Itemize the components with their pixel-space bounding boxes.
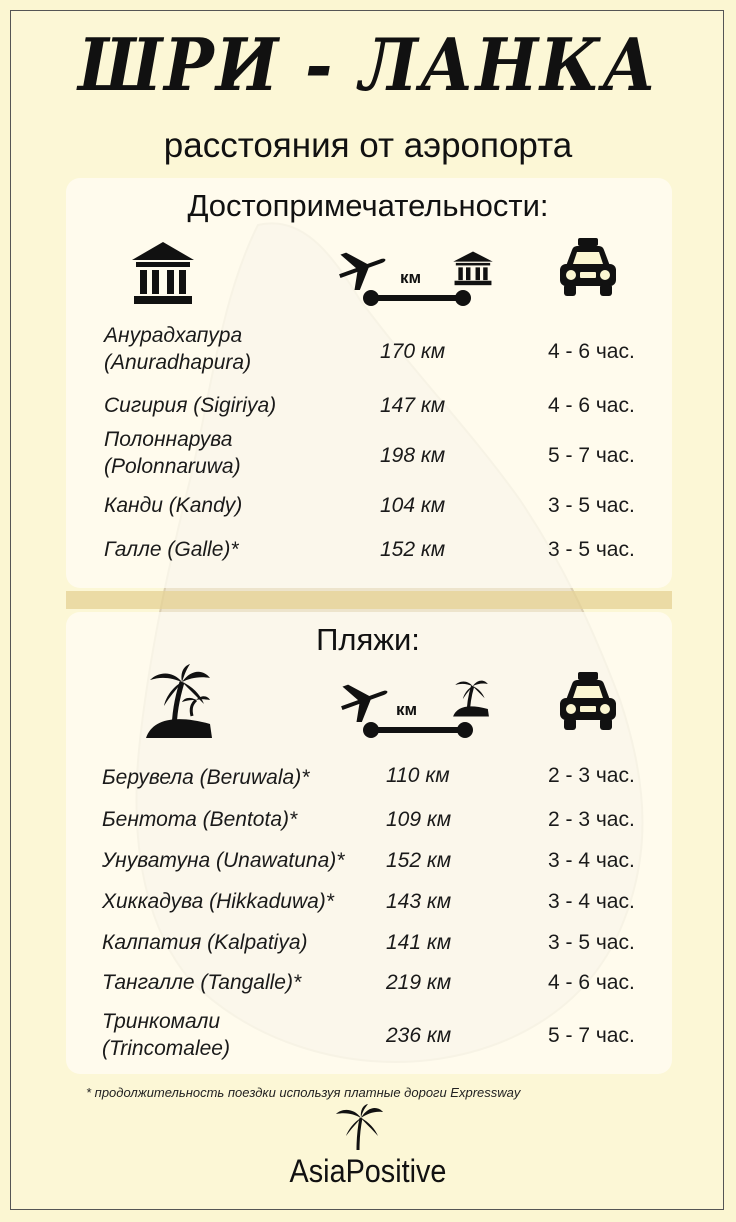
- place-time: 3 - 4 час.: [548, 849, 635, 872]
- beaches-title: Пляжи:: [316, 622, 420, 657]
- sights-title: Достопримечательности:: [187, 188, 549, 223]
- place-distance: 170 км: [380, 340, 446, 363]
- place-name: Калпатия (Kalpatiya): [102, 931, 308, 954]
- table-row: [0, 929, 736, 969]
- temple-icon: [452, 250, 494, 286]
- table-row: [0, 536, 736, 576]
- taxi-icon: [556, 670, 620, 734]
- table-row: [0, 764, 736, 804]
- table-row: [0, 322, 736, 374]
- palm-island-icon: [452, 676, 490, 718]
- palm-island-icon: [144, 664, 214, 740]
- place-time: 4 - 6 час.: [548, 340, 635, 363]
- table-row: [0, 492, 736, 532]
- place-time: 3 - 4 час.: [548, 890, 635, 913]
- table-row: [0, 1008, 736, 1060]
- plane-icon: [336, 244, 388, 290]
- place-name: Унуватуна (Unawatuna)*: [102, 849, 345, 872]
- place-distance: 143 км: [386, 890, 452, 913]
- place-name: Канди (Kandy): [104, 494, 243, 517]
- place-time: 3 - 5 час.: [548, 538, 635, 561]
- place-distance: 236 км: [386, 1024, 452, 1047]
- place-time: 3 - 5 час.: [548, 931, 635, 954]
- page-title: ШРИ - ЛАНКА: [78, 22, 658, 107]
- taxi-icon: [556, 236, 620, 300]
- table-row: [0, 806, 736, 846]
- place-time: 5 - 7 час.: [548, 1024, 635, 1047]
- place-distance: 219 км: [386, 971, 452, 994]
- brand-name: AsiaPositive: [289, 1153, 447, 1189]
- place-time: 5 - 7 час.: [548, 444, 635, 467]
- km-label: км: [400, 268, 422, 287]
- place-name: Анурадхапура (Anuradhapura): [104, 324, 252, 374]
- place-name: Берувела (Beruwala)*: [102, 766, 310, 789]
- place-name: Тангалле (Tangalle)*: [102, 971, 302, 994]
- place-distance: 198 км: [380, 444, 446, 467]
- place-distance: 152 км: [380, 538, 446, 561]
- place-name: Тринкомали (Trincomalee): [102, 1010, 230, 1060]
- place-distance: 141 км: [386, 931, 452, 954]
- table-row: [0, 888, 736, 928]
- place-time: 4 - 6 час.: [548, 394, 635, 417]
- table-row: [0, 969, 736, 1009]
- place-name: Галле (Galle)*: [104, 538, 239, 561]
- place-name: Хиккадува (Hikkaduwa)*: [102, 890, 334, 913]
- temple-icon: [130, 240, 196, 306]
- palm-tree-icon: [334, 1104, 384, 1152]
- distance-line-icon: [362, 288, 472, 308]
- place-time: 2 - 3 час.: [548, 764, 635, 787]
- footnote: * продолжительность поездки используя платные дороги Expressway: [86, 1085, 521, 1100]
- place-name: Полоннарува (Polonnaruwa): [104, 428, 241, 478]
- page-subtitle: расстояния от аэропорта: [163, 126, 573, 165]
- place-name: Сигирия (Sigiriya): [104, 394, 277, 417]
- place-distance: 109 км: [386, 808, 452, 831]
- place-distance: 152 км: [386, 849, 452, 872]
- place-distance: 104 км: [380, 494, 446, 517]
- place-time: 3 - 5 час.: [548, 494, 635, 517]
- table-row: [0, 847, 736, 887]
- place-time: 4 - 6 час.: [548, 971, 635, 994]
- km-label: км: [396, 700, 418, 719]
- place-distance: 147 км: [380, 394, 446, 417]
- plane-icon: [338, 676, 390, 722]
- place-name: Бентота (Bentota)*: [102, 808, 298, 831]
- distance-line-icon: [362, 720, 474, 740]
- table-row: [0, 426, 736, 478]
- place-time: 2 - 3 час.: [548, 808, 635, 831]
- place-distance: 110 км: [386, 764, 450, 787]
